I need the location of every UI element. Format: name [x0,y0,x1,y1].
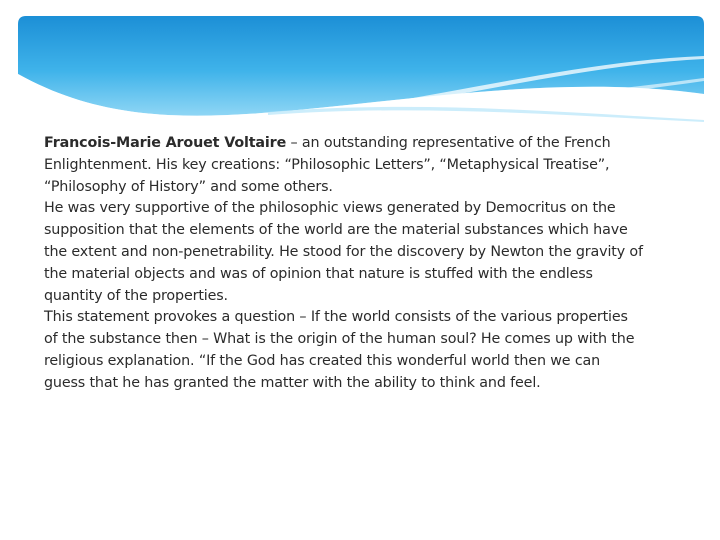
intro-text: – an outstanding representative of the French Enlightenment. His key creations: “Philosophic Letters”, “Metaphysical Treatise”, “Philosophy of History” and some others. [44,135,611,195]
paragraph-intro [44,133,644,198]
paragraph-democritus: He was very supportive of the philosophic views generated by Democritus on the supposition that the elements of the world are the material substances which have the extent and non-penetrability. He stood for the discovery by Newton the gravity of the material objects and was of opinion that nature is stuffed with the endless quantity of the properties. [44,200,643,304]
paragraph-soul-question: This statement provokes a question – If the world consists of the various properties of the substance then – What is the origin of the human soul? He comes up with the religious explanation. “If the God has created this wonderful world then we can guess that he has granted the matter with the ability to think and feel. [44,309,635,391]
banner-wave-4 [268,107,704,122]
header-banner [18,16,704,128]
body-text [44,133,644,395]
philosopher-name: Francois-Marie Arouet Voltaire [44,135,287,151]
